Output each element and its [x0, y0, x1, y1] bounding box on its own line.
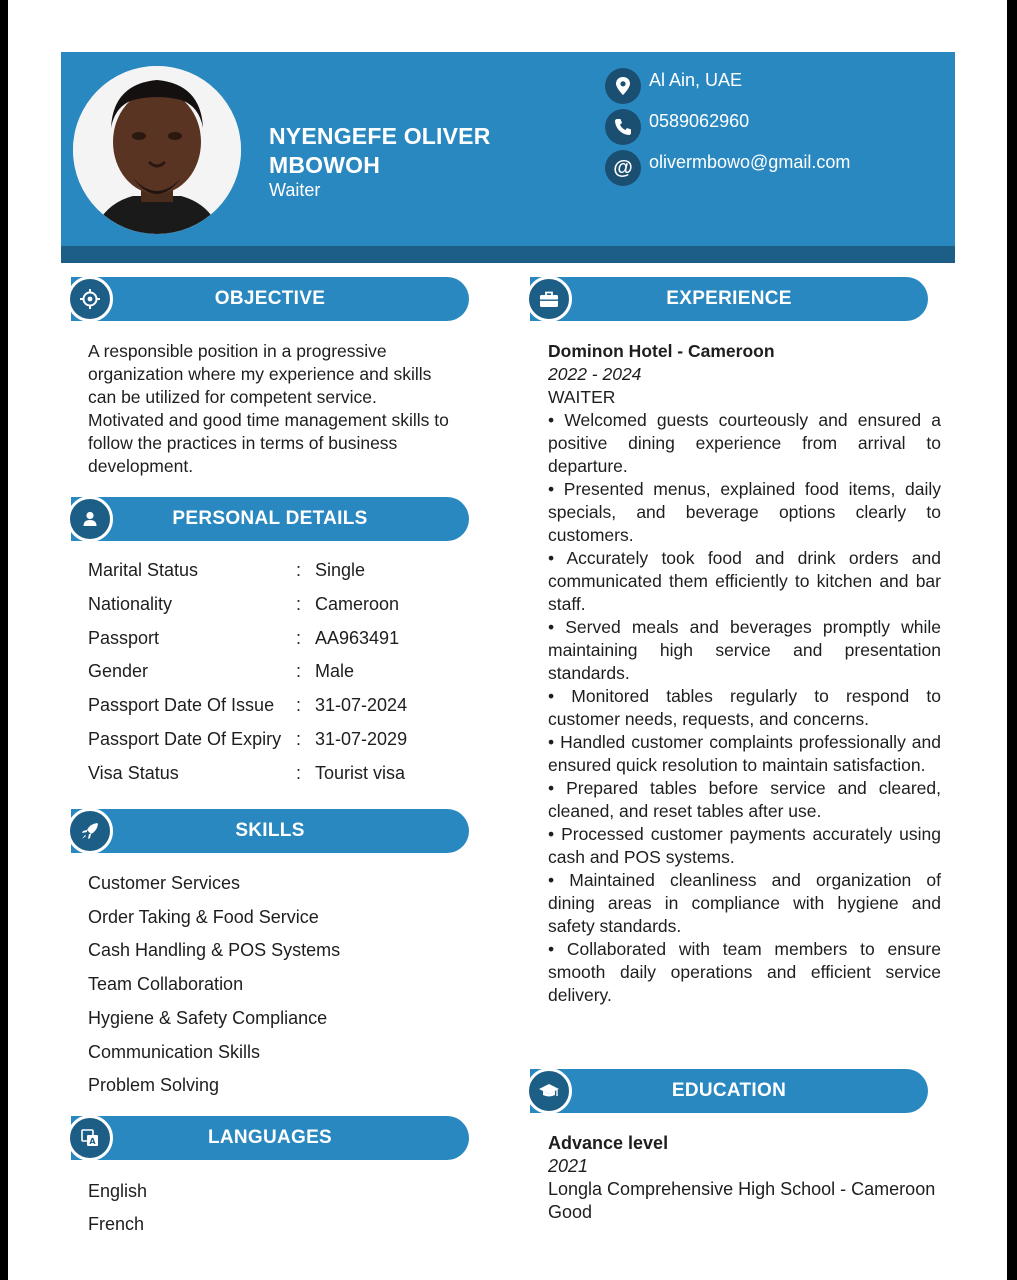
- experience-entry: [548, 340, 941, 1007]
- contact-location: [605, 68, 742, 104]
- target-icon: [67, 276, 113, 322]
- detail-label: Passport Date Of Issue: [88, 695, 275, 715]
- detail-row-passport-expiry: Passport Date Of Expiry : 31-07-2029: [88, 729, 408, 749]
- experience-section-header: [530, 277, 928, 321]
- employment-years: 2022 - 2024: [548, 364, 642, 384]
- objective-line: A responsible position in a progressive: [88, 341, 387, 361]
- objective-title: OBJECTIVE: [214, 288, 326, 309]
- detail-value: Single: [315, 560, 366, 580]
- detail-row-nationality: Nationality : Cameroon: [88, 594, 400, 614]
- detail-label: Marital Status: [88, 560, 199, 580]
- objective-line: follow the practices in terms of business: [88, 433, 398, 453]
- skill-item: Order Taking & Food Service: [88, 907, 319, 927]
- contact-phone: [605, 109, 749, 145]
- education-entry: [548, 1132, 941, 1224]
- detail-value: 31-07-2029: [315, 729, 408, 749]
- education-grade: Good: [548, 1202, 593, 1222]
- detail-value: Male: [315, 661, 355, 681]
- detail-label: Nationality: [88, 594, 173, 614]
- candidate-name: [269, 122, 569, 180]
- objective-text: [88, 340, 488, 478]
- location-text: Al Ain, UAE: [649, 69, 743, 90]
- phone-icon: [605, 109, 641, 145]
- objective-line: Motivated and good time management skills to: [88, 410, 449, 430]
- graduation-cap-icon: [526, 1068, 572, 1114]
- experience-bullet: • Monitored tables regularly to respond to customer needs, requests, and concerns.: [548, 686, 941, 729]
- language-item: English: [88, 1181, 148, 1201]
- skill-item: Cash Handling & POS Systems: [88, 940, 341, 960]
- education-section-header: [530, 1069, 928, 1113]
- job-title: Waiter: [269, 180, 321, 200]
- experience-title: EXPERIENCE: [666, 288, 792, 309]
- rocket-icon: [67, 808, 113, 854]
- skills-title: SKILLS: [235, 820, 305, 841]
- detail-label: Passport Date Of Expiry: [88, 729, 282, 749]
- phone-text[interactable]: 0589062960: [649, 110, 750, 131]
- experience-bullet: • Welcomed guests courteously and ensured a positive dining experience from arrival to departure.: [548, 410, 941, 476]
- skills-section-header: [71, 809, 469, 853]
- header-underline: [61, 246, 955, 263]
- detail-label: Gender: [88, 661, 149, 681]
- user-icon: [67, 496, 113, 542]
- detail-row-passport-issue: Passport Date Of Issue : 31-07-2024: [88, 695, 408, 715]
- education-title: EDUCATION: [671, 1080, 787, 1101]
- translate-icon: [67, 1115, 113, 1161]
- detail-value: Tourist visa: [315, 763, 406, 783]
- detail-value: AA963491: [315, 628, 400, 648]
- svg-text:A: A: [89, 1137, 96, 1146]
- languages-title: LANGUAGES: [207, 1127, 333, 1148]
- skill-item: Team Collaboration: [88, 974, 244, 994]
- detail-row-visa-status: Visa Status : Tourist visa: [88, 763, 406, 783]
- objective-line: organization where my experience and skills: [88, 364, 432, 384]
- personal-details-section-header: [71, 497, 469, 541]
- language-item: French: [88, 1214, 145, 1234]
- at-sign-icon: @: [605, 150, 641, 186]
- briefcase-icon: [526, 276, 572, 322]
- education-year: 2021: [548, 1156, 589, 1176]
- left-edge: [0, 0, 8, 1280]
- detail-value: Cameroon: [315, 594, 400, 614]
- experience-bullet: • Processed customer payments accurately using cash and POS systems.: [548, 824, 941, 867]
- skill-item: Communication Skills: [88, 1042, 261, 1062]
- name-line-1: NYENGEFE OLIVER: [269, 123, 491, 149]
- right-edge: [1007, 0, 1017, 1280]
- employer-name: Dominon Hotel - Cameroon: [548, 341, 775, 361]
- experience-bullet: • Prepared tables before service and cleared, cleaned, and reset tables after use.: [548, 778, 941, 821]
- profile-photo: [73, 66, 241, 234]
- objective-section-header: [71, 277, 469, 321]
- detail-label: Visa Status: [88, 763, 179, 783]
- skill-item: Problem Solving: [88, 1075, 220, 1095]
- experience-bullet: • Collaborated with team members to ensure smooth daily operations and efficient service delivery.: [548, 939, 941, 1005]
- detail-row-gender: Gender : Male: [88, 661, 355, 681]
- detail-row-passport: Passport : AA963491: [88, 628, 400, 648]
- experience-bullet: • Presented menus, explained food items, daily specials, and beverage options clearly to customers.: [548, 479, 941, 545]
- experience-bullet: • Maintained cleanliness and organization of dining areas in compliance with hygiene and safety standards.: [548, 870, 941, 936]
- contact-email: [605, 150, 850, 186]
- experience-bullet: • Handled customer complaints professionally and ensured quick resolution to maintain satisfaction.: [548, 732, 941, 775]
- objective-line: can be utilized for competent service.: [88, 387, 377, 407]
- school-name: Longla Comprehensive High School - Cameroon: [548, 1179, 936, 1199]
- email-text[interactable]: olivermbowo@gmail.com: [649, 151, 851, 172]
- detail-row-marital-status: Marital Status : Single: [88, 560, 366, 580]
- position-title: WAITER: [548, 387, 616, 407]
- experience-bullet: • Served meals and beverages promptly while maintaining high service and presentation standards.: [548, 617, 941, 683]
- experience-bullet: • Accurately took food and drink orders and communicated them efficiently to kitchen and bar staff.: [548, 548, 941, 614]
- skill-item: Customer Services: [88, 873, 241, 893]
- detail-label: Passport: [88, 628, 160, 648]
- languages-section-header: [71, 1116, 469, 1160]
- education-level: Advance level: [548, 1133, 669, 1153]
- personal-details-title: PERSONAL DETAILS: [172, 508, 368, 529]
- skill-item: Hygiene & Safety Compliance: [88, 1008, 328, 1028]
- name-line-2: MBOWOH: [269, 152, 381, 178]
- location-pin-icon: [605, 68, 641, 104]
- detail-value: 31-07-2024: [315, 695, 408, 715]
- objective-line: development.: [88, 456, 194, 476]
